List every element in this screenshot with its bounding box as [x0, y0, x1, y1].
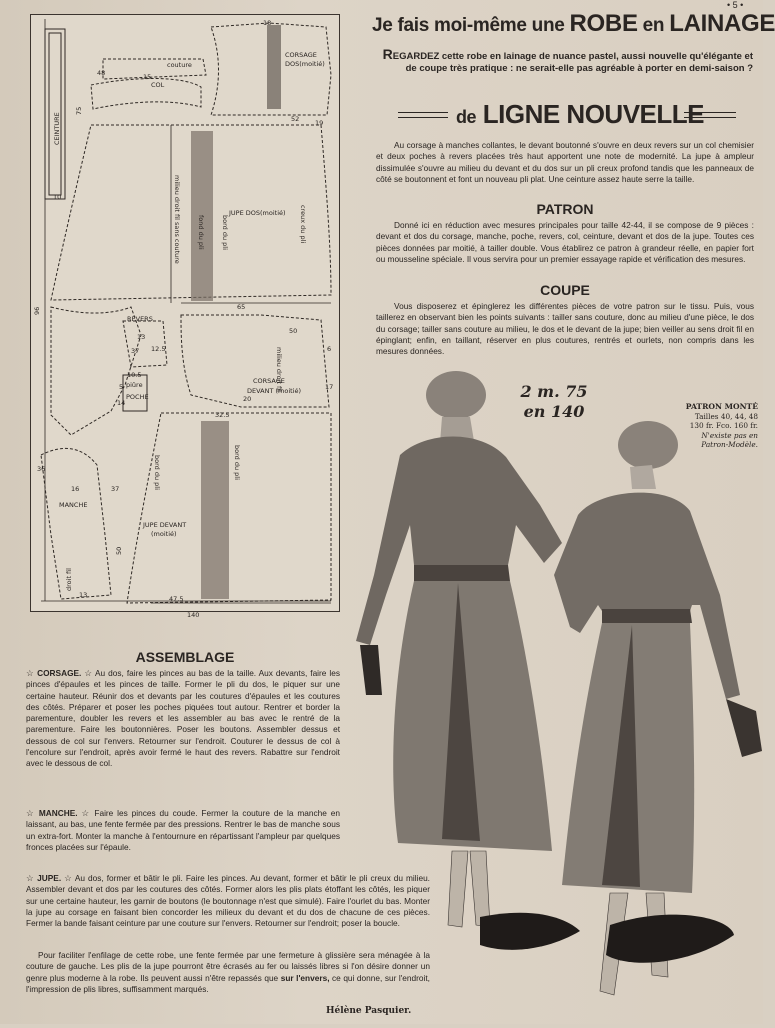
assemblage-corsage [26, 668, 340, 770]
subheadline-text: EGARDEZ cette robe en lainage de nuance pastel, aussi nouvelle qu'élégante et de coupe très pratique : ne serait-elle pas agréable à porter en demi-saison ? [392, 51, 753, 74]
corsage-text: Au dos, faire les pinces au bas de la taille. Aux devants, faire les pinces d'épaules et les pinces de taille. Former le pli du dos, le piquer sur une certaine hauteur. Réunir dos et devants par les coutures d'épaules et les coutures des côtés. Préparer et poser les poches piquées tout autour. Rentrer et border la parementure, doubler les revers et les assembler au bas avec le rentré de la parementure. Faire les boutonnières. Poser les boutons. Assembler dessus et dessous de col sur l'envers. Retourner sur l'endroit. Couturer le dessus de col à l'encolure sur l'endroit, après avoir fermé le haut des revers. Rabattre sur l'endroit avec le dessous de col. [26, 668, 340, 769]
dim-16: 16 [71, 485, 80, 493]
dim-36: 36 [37, 465, 46, 473]
dim-20: 20 [243, 395, 252, 403]
headline-robe: ROBE [569, 10, 638, 37]
patron-monte-note1: N'existe pas en [701, 430, 758, 440]
headline-prefix: Je fais moi-même une [372, 15, 565, 36]
couture-label: couture [167, 61, 192, 69]
shadow-right [606, 915, 734, 963]
patron-monte-title: PATRON MONTÉ [685, 402, 758, 411]
subheadline [375, 48, 753, 75]
fabric-width: en 140 [523, 402, 585, 421]
headline-en: en [642, 15, 665, 36]
sewing-pattern-diagram [30, 14, 340, 619]
dim-32-5: 32.5 [215, 411, 230, 419]
patron-monte-sizes: Tailles 40, 44, 48 [694, 411, 758, 421]
final-text-post: ce qui donne, sur l'endroit, l'impression de plis libres, suffisamment marqués. [26, 972, 430, 994]
final-text-bold: sur l'envers, [280, 972, 330, 983]
headline-lainage: LAINAGE [669, 10, 775, 37]
dim-52: 52 [291, 115, 300, 123]
dim-18: 18 [263, 19, 272, 27]
bord-pli-label: bord du pli [221, 215, 229, 250]
jupe-devant-label: JUPE DEVANT [143, 521, 187, 529]
dim-47-5: 47.5 [169, 595, 184, 603]
dim-13: 13 [137, 333, 146, 341]
bord-pli-3-label: bord du pli [233, 445, 241, 480]
devant-moitie-label: DEVANT (moitié) [247, 387, 302, 395]
dos-moitie-label: DOS(moitié) [285, 60, 325, 68]
star-jupe-2: ☆ [61, 873, 75, 883]
assemblage-manche [26, 808, 340, 853]
shadow-left [480, 913, 580, 950]
poche-label: POCHE [126, 393, 149, 401]
subheadline-dropcap: R [382, 46, 393, 62]
figure-back-view [356, 371, 562, 927]
dim-10: 10 [53, 193, 62, 201]
dim-75: 75 [75, 106, 83, 115]
manche-text: Faire les pinces du coude. Fermer la couture de la manche en laissant, au bas, une fente fermée par des pressions. Rentrer le bas de manche sous un extra-fort. Monter la manche à l'entournure en répartissant l'ampleur par quelques fronces placées sur l'épaule. [26, 808, 340, 852]
dim-6: 6 [327, 345, 332, 353]
assemblage-jupe [26, 873, 430, 929]
creux-pli-label: creux du pli [299, 205, 307, 244]
dim-17: 17 [325, 383, 334, 391]
corsage-dos-label: CORSAGE [285, 51, 317, 59]
col-label: COL [151, 81, 165, 89]
star-manche: ☆ [26, 808, 39, 818]
dim-37: 37 [131, 347, 140, 355]
milieu-dos-label: milieu droit fil sans couture [173, 175, 181, 264]
piqure-label: piûre [126, 381, 143, 389]
dim-140: 140 [187, 611, 200, 619]
manche-label: MANCHE. [38, 808, 78, 818]
dim-65: 65 [237, 303, 246, 311]
ceinture-label: CEINTURE [53, 112, 61, 145]
milieu-devant-label: milieu droit fil [275, 347, 283, 392]
dim-96: 96 [33, 306, 41, 315]
manche-label: MANCHE [59, 501, 88, 509]
coupe-heading: COUPE [540, 282, 590, 298]
corsage-label: CORSAGE. [37, 668, 82, 678]
jupe-text: Au dos, former et bâtir le pli. Faire les pinces. Au devant, former et bâtir le pli creux du milieu. Assembler devant et dos par les coutures des côtés. Former alors les plis plats étoffant les côtés, les piquer sur une certaine hauteur, les garnir de boutons (le boutonnage n'est que simulé). Faire l'ourlet du bas. Monter la jupe au corsage en faisant bien concorder les milieux du devant et du dos de chacune de ces pièces. Fermer la bande faisant ceinture par une couture sur l'envers. Retourner sur l'endroit; poser la boucle. [26, 873, 430, 929]
fabric-quantity [504, 382, 604, 422]
fabric-length: 2 m. 75 [520, 382, 588, 401]
revers-piece [123, 321, 167, 367]
patron-monte-price: 130 fr. Fco. 160 fr. [689, 421, 758, 430]
dim-10-5: 10.5 [127, 371, 142, 379]
final-text-pre: Pour faciliter l'enfilage de cette robe, une fente fermée par une fermeture à glissière sera ménagée à la couture de gauche. Les plis de la jupe pourront être écrasés au fer ou laissés libres si l'on désire donner un genre plus moderne à la robe. Ils peuvent aussi n'être repassés que [26, 950, 430, 983]
figure-front-view [554, 421, 762, 995]
droit-fil-label: droit fil [65, 568, 73, 591]
jupe-label: JUPE. [37, 873, 62, 883]
dim-37-b: 37 [111, 485, 120, 493]
assemblage-heading: ASSEMBLAGE [135, 649, 235, 665]
intro-paragraph: Au corsage à manches collantes, le devant boutonné s'ouvre en deux revers sur un col chemisier et deux poches à revers placées très haut apportent une note de modernité. La jupe à ampleur dissimulée s'ouvre au milieu du devant et du dos sur un pli creux profond tandis que les panneaux de côté se boutonnent et font un nouveau pli plat. Une ceinture assez haute serre la taille. [376, 140, 754, 184]
assemblage-final [26, 950, 430, 995]
patron-monte-box [646, 402, 758, 450]
dim-12-5: 12.5 [151, 345, 166, 353]
page-number: • 5 • [727, 0, 744, 10]
bord-pli-2-label: bord du pli [153, 455, 161, 490]
coupe-paragraph: Vous disposerez et épinglerez les différentes pièces de votre patron sur le tissu. Puis, vous taillerez en observant bien les points suivants : tailler sans couture, donc au milieu d'une pièce, le dos du corsage; tailler sans couture au milieu, le dos et le devant de la jupe; bien veiller au sens droit fil en épinglant; enfin, en taillant, réserver en plus coutures, rentrés et ourlets, non compris dans les mesures données. [376, 301, 754, 357]
patron-monte-note2: Patron-Modèle. [701, 440, 758, 449]
patron-paragraph: Donné ici en réduction avec mesures principales pour taille 42-44, il se compose de 9 pièces : devant et dos du corsage, manche, poche, revers, col, ceinture, devant et dos de la jupe. Toutes ces pièces données par moitié, à tailler double. Vous établirez ce patron à grandeur réelle, en papier fort ou mousseline spéciale. Il vous servira pour un premier essayage rapide et vérification des mesures. [376, 220, 754, 264]
dim-14: 14 [117, 399, 126, 407]
dim-50-b: 50 [115, 546, 123, 555]
fond-pli-label: fond du pli [197, 215, 205, 250]
star-manche-2: ☆ [77, 808, 95, 818]
star-jupe: ☆ [26, 873, 38, 883]
author-signature: Hélène Pasquier. [326, 1006, 412, 1016]
ligne-nouvelle-title [410, 99, 750, 130]
dim-15: 15 [143, 73, 152, 81]
revers-label: REVERS [127, 315, 153, 323]
manche-piece [41, 448, 111, 599]
moitie-label: (moitié) [151, 530, 177, 538]
star-corsage-2: ☆ [81, 668, 96, 678]
dim-50: 50 [289, 327, 298, 335]
ligne-de: de [456, 107, 477, 127]
headline [372, 10, 775, 38]
jupe-dos-label: JUPE DOS(moitié) [229, 209, 286, 217]
patron-heading: PATRON [536, 201, 594, 217]
corsage-devant-label: CORSAGE [253, 377, 285, 385]
dim-5: 5 [119, 383, 124, 391]
ligne-title: LIGNE NOUVELLE [482, 99, 704, 129]
star-corsage: ☆ [26, 668, 38, 678]
dim-13-b: 13 [79, 591, 88, 599]
dim-48: 48 [97, 69, 106, 77]
dim-19: 19 [315, 119, 324, 127]
